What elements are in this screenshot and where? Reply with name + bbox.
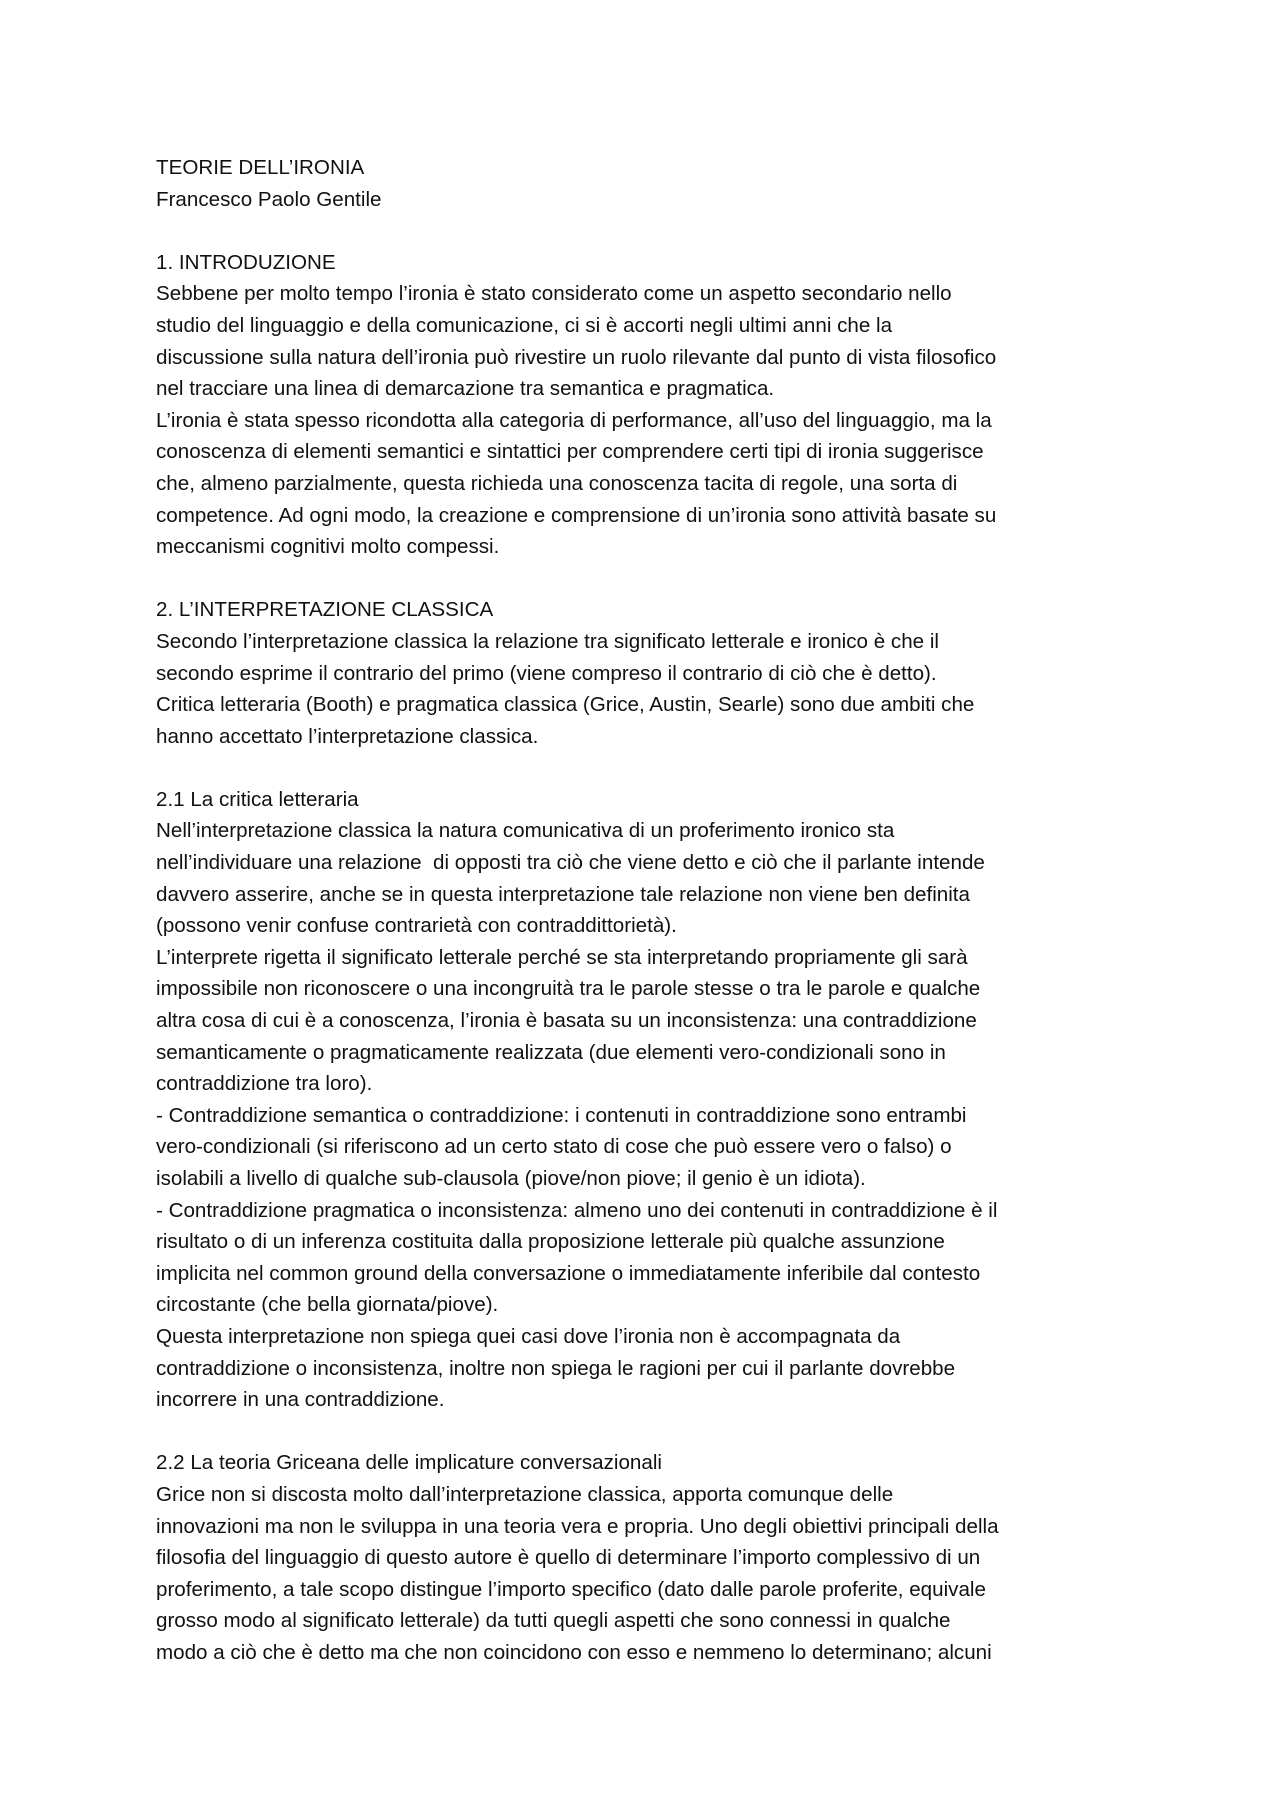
paragraph-line: incorrere in una contraddizione. [156, 1388, 445, 1412]
paragraph-line: davvero asserire, anche se in questa interpretazione tale relazione non viene ben definita [156, 882, 970, 906]
spacer [156, 215, 1136, 247]
paragraph-line: implicita nel common ground della conversazione o immediatamente inferibile dal contesto [156, 1261, 981, 1285]
spacer [156, 563, 1136, 595]
paragraph-line: Questa interpretazione non spiega quei casi dove l’ironia non è accompagnata da [156, 1324, 901, 1348]
paragraph-line: Sebbene per molto tempo l’ironia è stato considerato come un aspetto secondario nello [156, 282, 952, 306]
paragraph-line: vero-condizionali (si riferiscono ad un certo stato di cose che può essere vero o falso) o [156, 1135, 952, 1159]
paragraph-line: contraddizione tra loro). [156, 1072, 373, 1096]
spacer [156, 752, 1136, 784]
paragraph-line: Critica letteraria (Booth) e pragmatica classica (Grice, Austin, Searle) sono due ambiti che [156, 693, 975, 717]
paragraph-line: proferimento, a tale scopo distingue l’importo specifico (dato dalle parole proferite, equivale [156, 1577, 986, 1601]
paragraph-line: secondo esprime il contrario del primo (viene compreso il contrario di ciò che è detto). [156, 661, 937, 685]
paragraph-line: competence. Ad ogni modo, la creazione e comprensione di un’ironia sono attività basate su [156, 503, 997, 527]
paragraph-line: nell’individuare una relazione di opposti tra ciò che viene detto e ciò che il parlante intende [156, 851, 985, 875]
paragraph-line: discussione sulla natura dell’ironia può rivestire un ruolo rilevante dal punto di vista filosofico [156, 345, 997, 369]
paragraph-line: nel tracciare una linea di demarcazione tra semantica e pragmatica. [156, 377, 775, 401]
paragraph-line: Grice non si discosta molto dall’interpretazione classica, apporta comunque delle [156, 1482, 894, 1506]
paragraph-line: altra cosa di cui è a conoscenza, l’ironia è basata su un inconsistenza: una contraddizione [156, 1009, 977, 1033]
section-heading-critica-letteraria: 2.1 La critica letteraria [156, 787, 359, 811]
paragraph-line: isolabili a livello di qualche sub-clausola (piove/non piove; il genio è un idiota). [156, 1167, 866, 1190]
paragraph-line: contraddizione o inconsistenza, inoltre non spiega le ragioni per cui il parlante dovrebbe [156, 1356, 956, 1380]
document-title: TEORIE DELL’IRONIA [156, 156, 365, 179]
paragraph-line: risultato o di un inferenza costituita dalla proposizione letterale più qualche assunzione [156, 1230, 945, 1254]
paragraph-line: - Contraddizione semantica o contraddizione: i contenuti in contraddizione sono entrambi [156, 1103, 967, 1127]
document-page [156, 152, 1136, 1669]
document-author: Francesco Paolo Gentile [156, 187, 382, 211]
paragraph-line: impossibile non riconoscere o una incongruità tra le parole stesse o tra le parole e qualche [156, 977, 981, 1001]
paragraph-line: Nell’interpretazione classica la natura comunicativa di un proferimento ironico sta [156, 819, 895, 843]
spacer [156, 1416, 1136, 1448]
paragraph-line: - Contraddizione pragmatica o inconsistenza: almeno uno dei contenuti in contraddizione è il [156, 1198, 998, 1222]
paragraph-line: innovazioni ma non le sviluppa in una teoria vera e propria. Uno degli obiettivi principali della [156, 1514, 999, 1538]
paragraph-line: che, almeno parzialmente, questa richieda una conoscenza tacita di regole, una sorta di [156, 471, 958, 495]
paragraph-line: conoscenza di elementi semantici e sintattici per comprendere certi tipi di ironia suggerisce [156, 440, 984, 464]
paragraph-line: (possono venir confuse contrarietà con contraddittorietà). [156, 914, 677, 938]
paragraph-line: modo a ciò che è detto ma che non coincidono con esso e nemmeno lo determinano; alcuni [156, 1640, 992, 1664]
paragraph-line: filosofia del linguaggio di questo autore è quello di determinare l’importo complessivo di un [156, 1546, 981, 1570]
paragraph-line: grosso modo al significato letterale) da tutti quegli aspetti che sono connessi in qualche [156, 1609, 951, 1633]
paragraph-line: studio del linguaggio e della comunicazione, ci si è accorti negli ultimi anni che la [156, 313, 893, 337]
paragraph-line: semanticamente o pragmaticamente realizzata (due elementi vero-condizionali sono in [156, 1040, 946, 1064]
section-heading-teoria-griceana: 2.2 La teoria Griceana delle implicature conversazionali [156, 1451, 662, 1475]
paragraph-line: L’interprete rigetta il significato letterale perché se sta interpretando propriamente gli sarà [156, 945, 968, 969]
paragraph-line: hanno accettato l’interpretazione classica. [156, 724, 539, 748]
paragraph-line: Secondo l’interpretazione classica la relazione tra significato letterale e ironico è che il [156, 629, 939, 653]
paragraph-line: meccanismi cognitivi molto compessi. [156, 535, 500, 559]
section-heading-interpretazione-classica: 2. L’INTERPRETAZIONE CLASSICA [156, 598, 494, 622]
paragraph-line: circostante (che bella giornata/piove). [156, 1293, 499, 1317]
section-heading-introduzione: 1. INTRODUZIONE [156, 250, 336, 274]
paragraph-line: L’ironia è stata spesso ricondotta alla categoria di performance, all’uso del linguaggio, ma la [156, 408, 992, 432]
